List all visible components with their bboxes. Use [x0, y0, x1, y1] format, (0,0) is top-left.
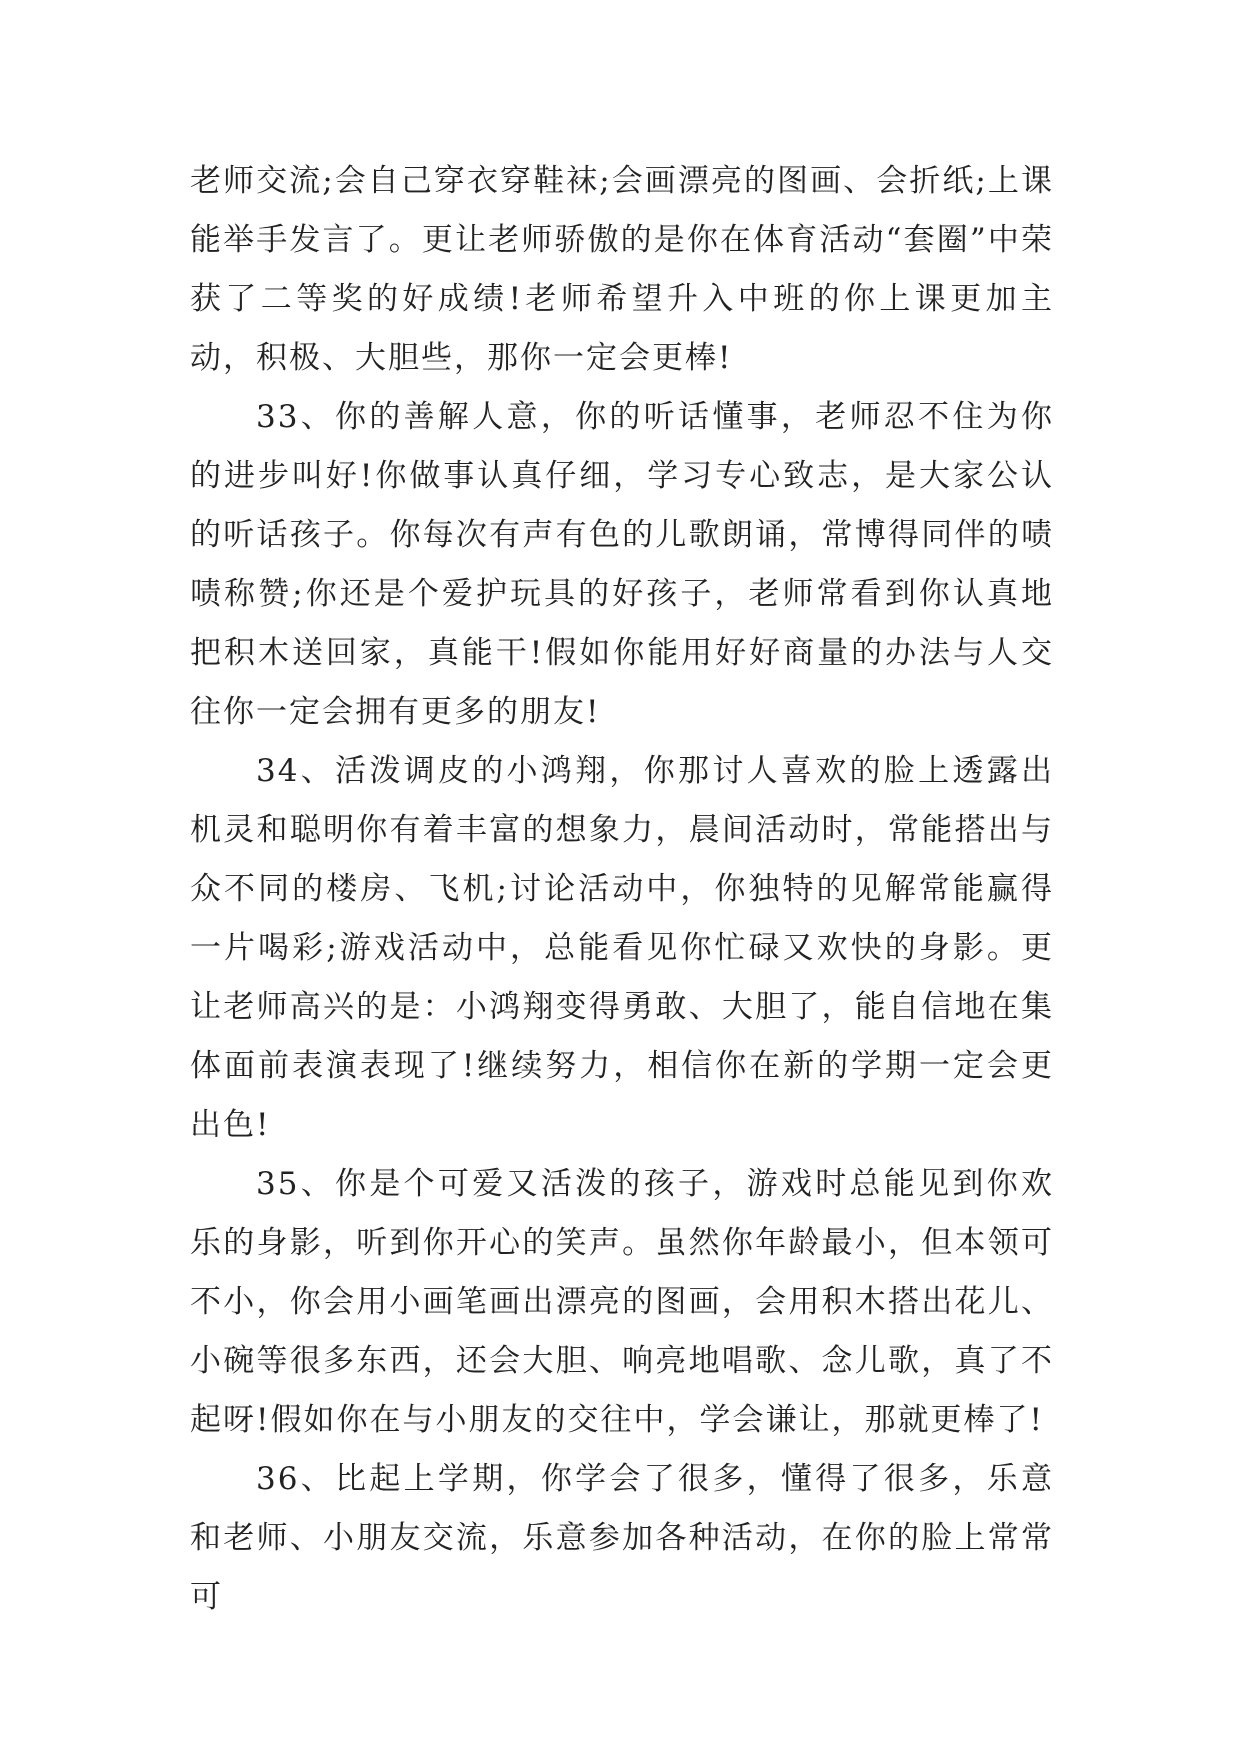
- paragraph-35: 35、你是个可爱又活泼的孩子，游戏时总能见到你欢乐的身影，听到你开心的笑声。虽然你年龄最小，但本领可不小，你会用小画笔画出漂亮的图画，会用积木搭出花儿、小碗等很多东西，还会大胆、响亮地唱歌、念儿歌，真了不起呀!假如你在与小朋友的交往中，学会谦让，那就更棒了!: [190, 1166, 1054, 1438]
- paragraph-33: 33、你的善解人意，你的听话懂事，老师忍不住为你的进步叫好!你做事认真仔细，学习专心致志，是大家公认的听话孩子。你每次有声有色的儿歌朗诵，常博得同伴的啧啧称赞;你还是个爱护玩具的好孩子，老师常看到你认真地把积木送回家，真能干!假如你能用好好商量的办法与人交往你一定会拥有更多的朋友!: [190, 399, 1054, 730]
- document-page: [190, 152, 1054, 1627]
- paragraph-36: 36、比起上学期，你学会了很多，懂得了很多，乐意和老师、小朋友交流，乐意参加各种活动，在你的脸上常常可: [190, 1461, 1054, 1615]
- paragraph-34: 34、活泼调皮的小鸿翔，你那讨人喜欢的脸上透露出机灵和聪明你有着丰富的想象力，晨间活动时，常能搭出与众不同的楼房、飞机;讨论活动中，你独特的见解常能赢得一片喝彩;游戏活动中，总能看见你忙碌又欢快的身影。更让老师高兴的是：小鸿翔变得勇敢、大胆了，能自信地在集体面前表演表现了!继续努力，相信你在新的学期一定会更出色!: [190, 753, 1054, 1143]
- paragraph-continuation: 老师交流;会自己穿衣穿鞋袜;会画漂亮的图画、会折纸;上课能举手发言了。更让老师骄傲的是你在体育活动“套圈”中荣获了二等奖的好成绩!老师希望升入中班的你上课更加主动，积极、大胆些，那你一定会更棒!: [190, 163, 1054, 376]
